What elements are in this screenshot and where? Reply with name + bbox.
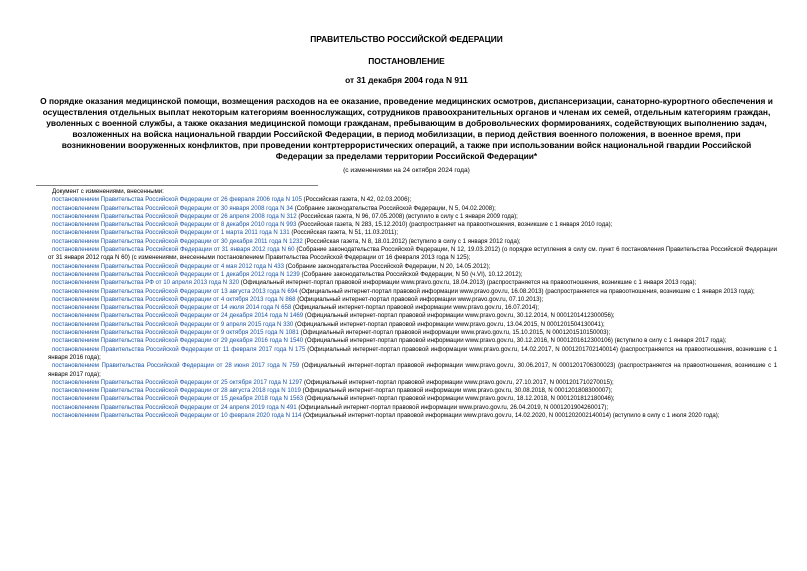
document-date-number: от 31 декабря 2004 года N 911 (345, 75, 468, 85)
document-link[interactable]: постановлением Правительства Российской Федерации от 30 января 2008 года N 34 (52, 204, 294, 212)
document-link[interactable]: постановлением Правительства Российской Федерации от 24 декабря 2014 года N 1469 (52, 312, 304, 320)
document-source-text: (Собрание законодательства Российской Федерации, N 12, 19.03.2012) (о порядке вступления в силу см. пункт 6 постановления Правительства Российской Федерации от 31 января 2012 года N 60) (с изменениями, внесенными постановлением Правительства Российской Федерации от 16 февраля 2013 года N 125); (48, 246, 777, 262)
document-link[interactable]: постановлением Правительства Российской Федерации от 4 октября 2013 года N 868 (52, 295, 296, 303)
list-item (48, 379, 777, 387)
list-item (48, 362, 777, 379)
document-link[interactable]: постановлением Правительства Российской Федерации от 1 декабря 2012 года N 1239 (52, 270, 300, 278)
list-item (48, 296, 777, 304)
document-link[interactable]: постановлением Правительства Российской Федерации от 24 апреля 2019 года N 491 (52, 403, 297, 411)
document-link[interactable]: постановлением Правительства Российской Федерации от 26 февраля 2006 года N 105 (52, 196, 302, 204)
document-link[interactable]: постановлением Правительства РФ от 10 апреля 2013 года N 320 (52, 279, 240, 287)
list-item (48, 238, 777, 246)
list-item (48, 263, 777, 271)
list-item (48, 387, 777, 395)
list-item (48, 346, 777, 363)
document-title: О порядке оказания медицинской помощи, возмещения расходов на ее оказание, проведение медицинских осмотров, диспансеризации, санаторно-курортного обеспечения и осуществления отдельных выплат некоторым категориям военнослужащих, сотрудников правоохранительных органов и членам их семей, отдельным категориям граждан, уволенных с военной службы, а также оказания медицинской помощи гражданам, пребывающим в добровольческих формированиях, содействующих выполнению задач, возложенных на войска национальной гвардии Российской Федерации, в период мобилизации, в период действия военного положения, в военное время, при возникновении вооруженных конфликтов, при проведении контртеррористических операций, а также при использовании войск национальной гвардии Российской Федерации за пределами территории Российской Федерации* (40, 96, 773, 161)
list-item (48, 329, 777, 337)
document-link[interactable]: постановлением Правительства Российской Федерации от 28 августа 2018 года N 1019 (52, 387, 301, 395)
list-item (48, 246, 777, 263)
document-link[interactable]: постановлением Правительства Российской Федерации от 14 июля 2014 года N 658 (52, 304, 292, 312)
list-item (48, 395, 777, 403)
document-link[interactable]: постановлением Правительства Российской Федерации от 29 декабря 2016 года N 1540 (52, 337, 304, 345)
list-item (48, 412, 777, 420)
list-item (48, 229, 777, 237)
document-source-text: (Российская газета, N 283, 15.12.2010) (распространяет на правоотношения, возникшие с 1 января 2010 года); (296, 221, 613, 229)
document-link[interactable]: постановлением Правительства Российской Федерации от 26 апреля 2008 года N 312 (52, 212, 297, 220)
document-source-text: (Официальный интернет-портал правовой информации www.pravo.gov.ru, 30.12.2014, N 0001201412300056); (303, 312, 615, 320)
amendments-note: (с изменениями на 24 октября 2024 года) (343, 167, 470, 174)
document-source-text: (Официальный интернет-портал правовой информации www.pravo.gov.ru, 15.10.2015, N 0001201510150003); (298, 329, 611, 337)
document-link[interactable]: постановлением Правительства Российской Федерации от 11 февраля 2017 года N 175 (52, 345, 306, 353)
document-link[interactable]: постановлением Правительства Российской Федерации от 8 декабря 2010 года N 993 (52, 221, 297, 229)
document-link[interactable]: постановлением Правительства Российской Федерации от 13 августа 2013 года N 694 (52, 287, 298, 295)
document-source-text: (Официальный интернет-портал правовой информации www.pravo.gov.ru, 16.08.2013) (распространяется на правоотношения, возникшие с 1 января 2013 года); (297, 287, 755, 295)
document-source-text: (Российская газета, N 42, 02.03.2006); (301, 196, 412, 204)
document-link[interactable]: постановлением Правительства Российской Федерации от 9 апреля 2015 года N 330 (52, 320, 294, 328)
document-source-text: (Собрание законодательства Российской Федерации, N 50 (ч.VI), 10.12.2012); (299, 270, 523, 278)
list-item (48, 288, 777, 296)
document-type: ПОСТАНОВЛЕНИЕ (368, 56, 445, 66)
list-item (48, 213, 777, 221)
document-source-text: (Официальный интернет-портал правовой информации www.pravo.gov.ru, 07.10.2013); (295, 295, 544, 303)
government-name: ПРАВИТЕЛЬСТВО РОССИЙСКОЙ ФЕДЕРАЦИИ (310, 34, 503, 44)
document-source-text: (Официальный интернет-портал правовой информации www.pravo.gov.ru, 18.04.2013) (распространяется на правоотношения, возникшие с 1 января 2013 года); (239, 279, 697, 287)
list-item (48, 321, 777, 329)
divider-line (36, 185, 318, 186)
document-source-text: (Собрание законодательства Российской Федерации, N 20, 14.05.2012); (284, 262, 491, 270)
list-item (48, 205, 777, 213)
document-source-text: (Официальный интернет-портал правовой информации www.pravo.gov.ru, 14.02.2017, N 0001201702140014) (распространяется на правоотношения, возникшие с 1 января 2016 года); (48, 345, 777, 361)
list-items (48, 196, 777, 420)
list-item (48, 221, 777, 229)
document-source-text: (Собрание законодательства Российской Федерации, N 5, 04.02.2008); (293, 204, 496, 212)
list-item (48, 304, 777, 312)
list-item (48, 196, 777, 204)
document-source-text: (Официальный интернет-портал правовой информации www.pravo.gov.ru, 30.08.2018, N 0001201808300007); (300, 387, 613, 395)
document-link[interactable]: постановлением Правительства Российской Федерации от 4 мая 2012 года N 433 (52, 262, 285, 270)
document-link[interactable]: постановлением Правительства Российской Федерации от 10 февраля 2020 года N 114 (52, 412, 302, 420)
document-source-text: (Российская газета, N 51, 11.03.2011); (289, 229, 399, 237)
document-source-text: (Официальный интернет-портал правовой информации www.pravo.gov.ru, 14.02.2020, N 0001202002140014) (вступило в силу с 1 июля 2020 года); (301, 412, 720, 420)
list-item (48, 404, 777, 412)
list-item (48, 337, 777, 345)
document-source-text: (Официальный интернет-портал правовой информации www.pravo.gov.ru, 27.10.2017, N 0001201710270015); (302, 378, 614, 386)
document-link[interactable]: постановлением Правительства Российской Федерации от 15 декабря 2018 года N 1563 (52, 395, 304, 403)
list-intro: Документ с изменениями, внесенными: (52, 188, 164, 195)
document-source-text: (Официальный интернет-портал правовой информации www.pravo.gov.ru, 13.04.2015, N 0001201504130041); (293, 320, 605, 328)
document-link[interactable]: постановлением Правительства Российской Федерации от 28 июня 2017 года N 759 (52, 362, 300, 370)
document-link[interactable]: постановлением Правительства Российской Федерации от 1 марта 2011 года N 131 (52, 229, 290, 237)
document-link[interactable]: постановлением Правительства Российской Федерации от 25 октября 2017 года N 1297 (52, 378, 303, 386)
document-source-text: (Российская газета, N 8, 18.01.2012) (вступило в силу с 1 января 2012 года); (302, 237, 521, 245)
document-source-text: (Российская газета, N 96, 07.05.2008) (вступило в силу с 1 января 2009 года); (296, 212, 518, 220)
document-source-text: (Официальный интернет-портал правовой информации www.pravo.gov.ru, 30.06.2017, N 0001201706300023) (распространяется на правоотношения, возникшие с 1 января 2017 года); (48, 362, 778, 378)
document-link[interactable]: постановлением Правительства Российской Федерации от 31 января 2012 года N 60 (52, 246, 295, 254)
amending-documents-list (36, 188, 777, 420)
list-item (48, 271, 777, 279)
document-link[interactable]: постановлением Правительства Российской Федерации от 9 октября 2015 года N 1081 (52, 329, 299, 337)
document-link[interactable]: постановлением Правительства Российской Федерации от 30 декабря 2011 года N 1232 (52, 237, 303, 245)
document-source-text: (Официальный интернет-портал правовой информации www.pravo.gov.ru, 26.04.2019, N 0001201904260017); (296, 403, 609, 411)
list-item (48, 312, 777, 320)
list-item (48, 279, 777, 287)
document-source-text: (Официальный интернет-портал правовой информации www.pravo.gov.ru, 30.12.2016, N 0001201612300106) (вступило в силу с 1 января 2017 года); (303, 337, 727, 345)
document-source-text: (Официальный интернет-портал правовой информации www.pravo.gov.ru, 18.12.2018, N 0001201812180046); (303, 395, 615, 403)
document-source-text: (Официальный интернет-портал правовой информации www.pravo.gov.ru, 16.07.2014); (291, 304, 539, 312)
